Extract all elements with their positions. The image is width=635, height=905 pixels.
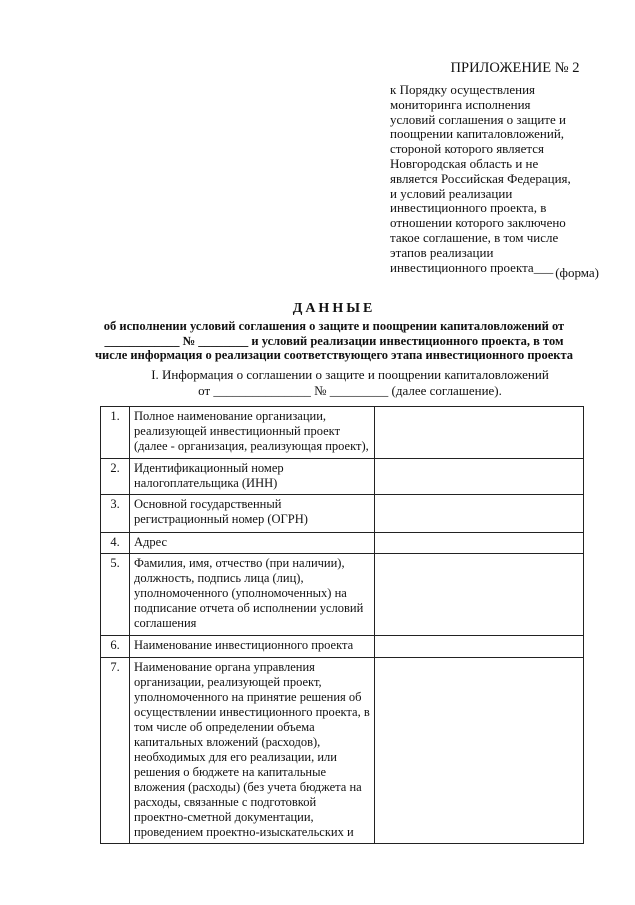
annex-line: к Порядку осуществления [390, 82, 536, 97]
table-row [101, 636, 584, 658]
annex-line: инвестиционного проекта___ [390, 259, 554, 275]
row-label: Фамилия, имя, отчество (при наличии), должность, подпись лица (лиц), уполномоченного (уполномоченных) на подписание отчета об исполнении условий соглашения [130, 554, 375, 636]
row-label: Идентификационный номер налогоплательщика (ИНН) [130, 459, 375, 495]
annex-block [390, 60, 620, 275]
subtitle-line: ____________ № ________ и условий реализации инвестиционного проекта, в том [104, 333, 564, 348]
annex-line: и условий реализации [390, 185, 513, 201]
annex-line: Новгородская область и не [390, 155, 539, 171]
row-label: Адрес [130, 533, 375, 554]
annex-line: отношении которого заключено [390, 215, 566, 231]
annex-line: этапов реализации [390, 244, 494, 260]
row-number: 7. [101, 658, 130, 844]
section-title: I. Информация о соглашении о защите и поощрении капиталовложений [151, 367, 549, 382]
agreement-info-table [100, 406, 584, 844]
subtitle-line: числе информация о реализации соответствующего этапа инвестиционного проекта [94, 348, 574, 363]
row-number: 1. [101, 407, 130, 459]
annex-line: условий соглашения о защите и [390, 111, 566, 127]
row-value-cell[interactable] [375, 658, 584, 844]
row-label: Наименование органа управления организации, реализующей проект, уполномоченного на принятие решения об осуществлении инвестиционного проекта, в том числе об определении объема капитальных вложений (расходов), необходимых для его реализации, или решения о бюджете на капитальные вложения (расходы) (без учета бюджета на расходы, связанные с подготовкой проектно-сметной документации, проведением проектно-изыскательских и [130, 658, 375, 844]
document-heading [80, 301, 588, 363]
annex-line: инвестиционного проекта, в [390, 200, 547, 216]
row-value-cell[interactable] [375, 407, 584, 459]
row-number: 4. [101, 533, 130, 554]
row-value-cell[interactable] [375, 495, 584, 533]
row-label: Наименование инвестиционного проекта [130, 636, 375, 658]
row-number: 3. [101, 495, 130, 533]
row-number: 6. [101, 636, 130, 658]
annex-line: поощрении капиталовложений, [390, 126, 565, 142]
document-title: ДАННЫЕ [292, 301, 376, 316]
form-label: (форма) [555, 265, 599, 280]
annex-text [390, 83, 620, 275]
row-value-cell[interactable] [375, 459, 584, 495]
annex-line: стороной которого является [390, 141, 544, 157]
annex-line: мониторинга исполнения [390, 96, 531, 112]
section-header [130, 367, 570, 399]
table-row [101, 554, 584, 636]
subtitle-line: об исполнении условий соглашения о защите и поощрении капиталовложений от [103, 319, 565, 333]
table-row [101, 495, 584, 533]
document-subtitle [80, 319, 588, 363]
annex-line: такое соглашение, в том числе [390, 229, 559, 245]
annex-line: является Российская Федерация, [390, 170, 571, 186]
table-row [101, 459, 584, 495]
row-value-cell[interactable] [375, 636, 584, 658]
section-subtitle: от _______________ № _________ (далее соглашение). [198, 383, 502, 398]
table-row [101, 533, 584, 554]
table-row [101, 658, 584, 844]
row-label: Полное наименование организации, реализующей инвестиционный проект (далее - организация, реализующая проект), [130, 407, 375, 459]
table-row [101, 407, 584, 459]
row-label: Основной государственный регистрационный номер (ОГРН) [130, 495, 375, 533]
row-number: 5. [101, 554, 130, 636]
row-value-cell[interactable] [375, 554, 584, 636]
annex-title: ПРИЛОЖЕНИЕ № 2 [450, 60, 580, 76]
row-number: 2. [101, 459, 130, 495]
row-value-cell[interactable] [375, 533, 584, 554]
